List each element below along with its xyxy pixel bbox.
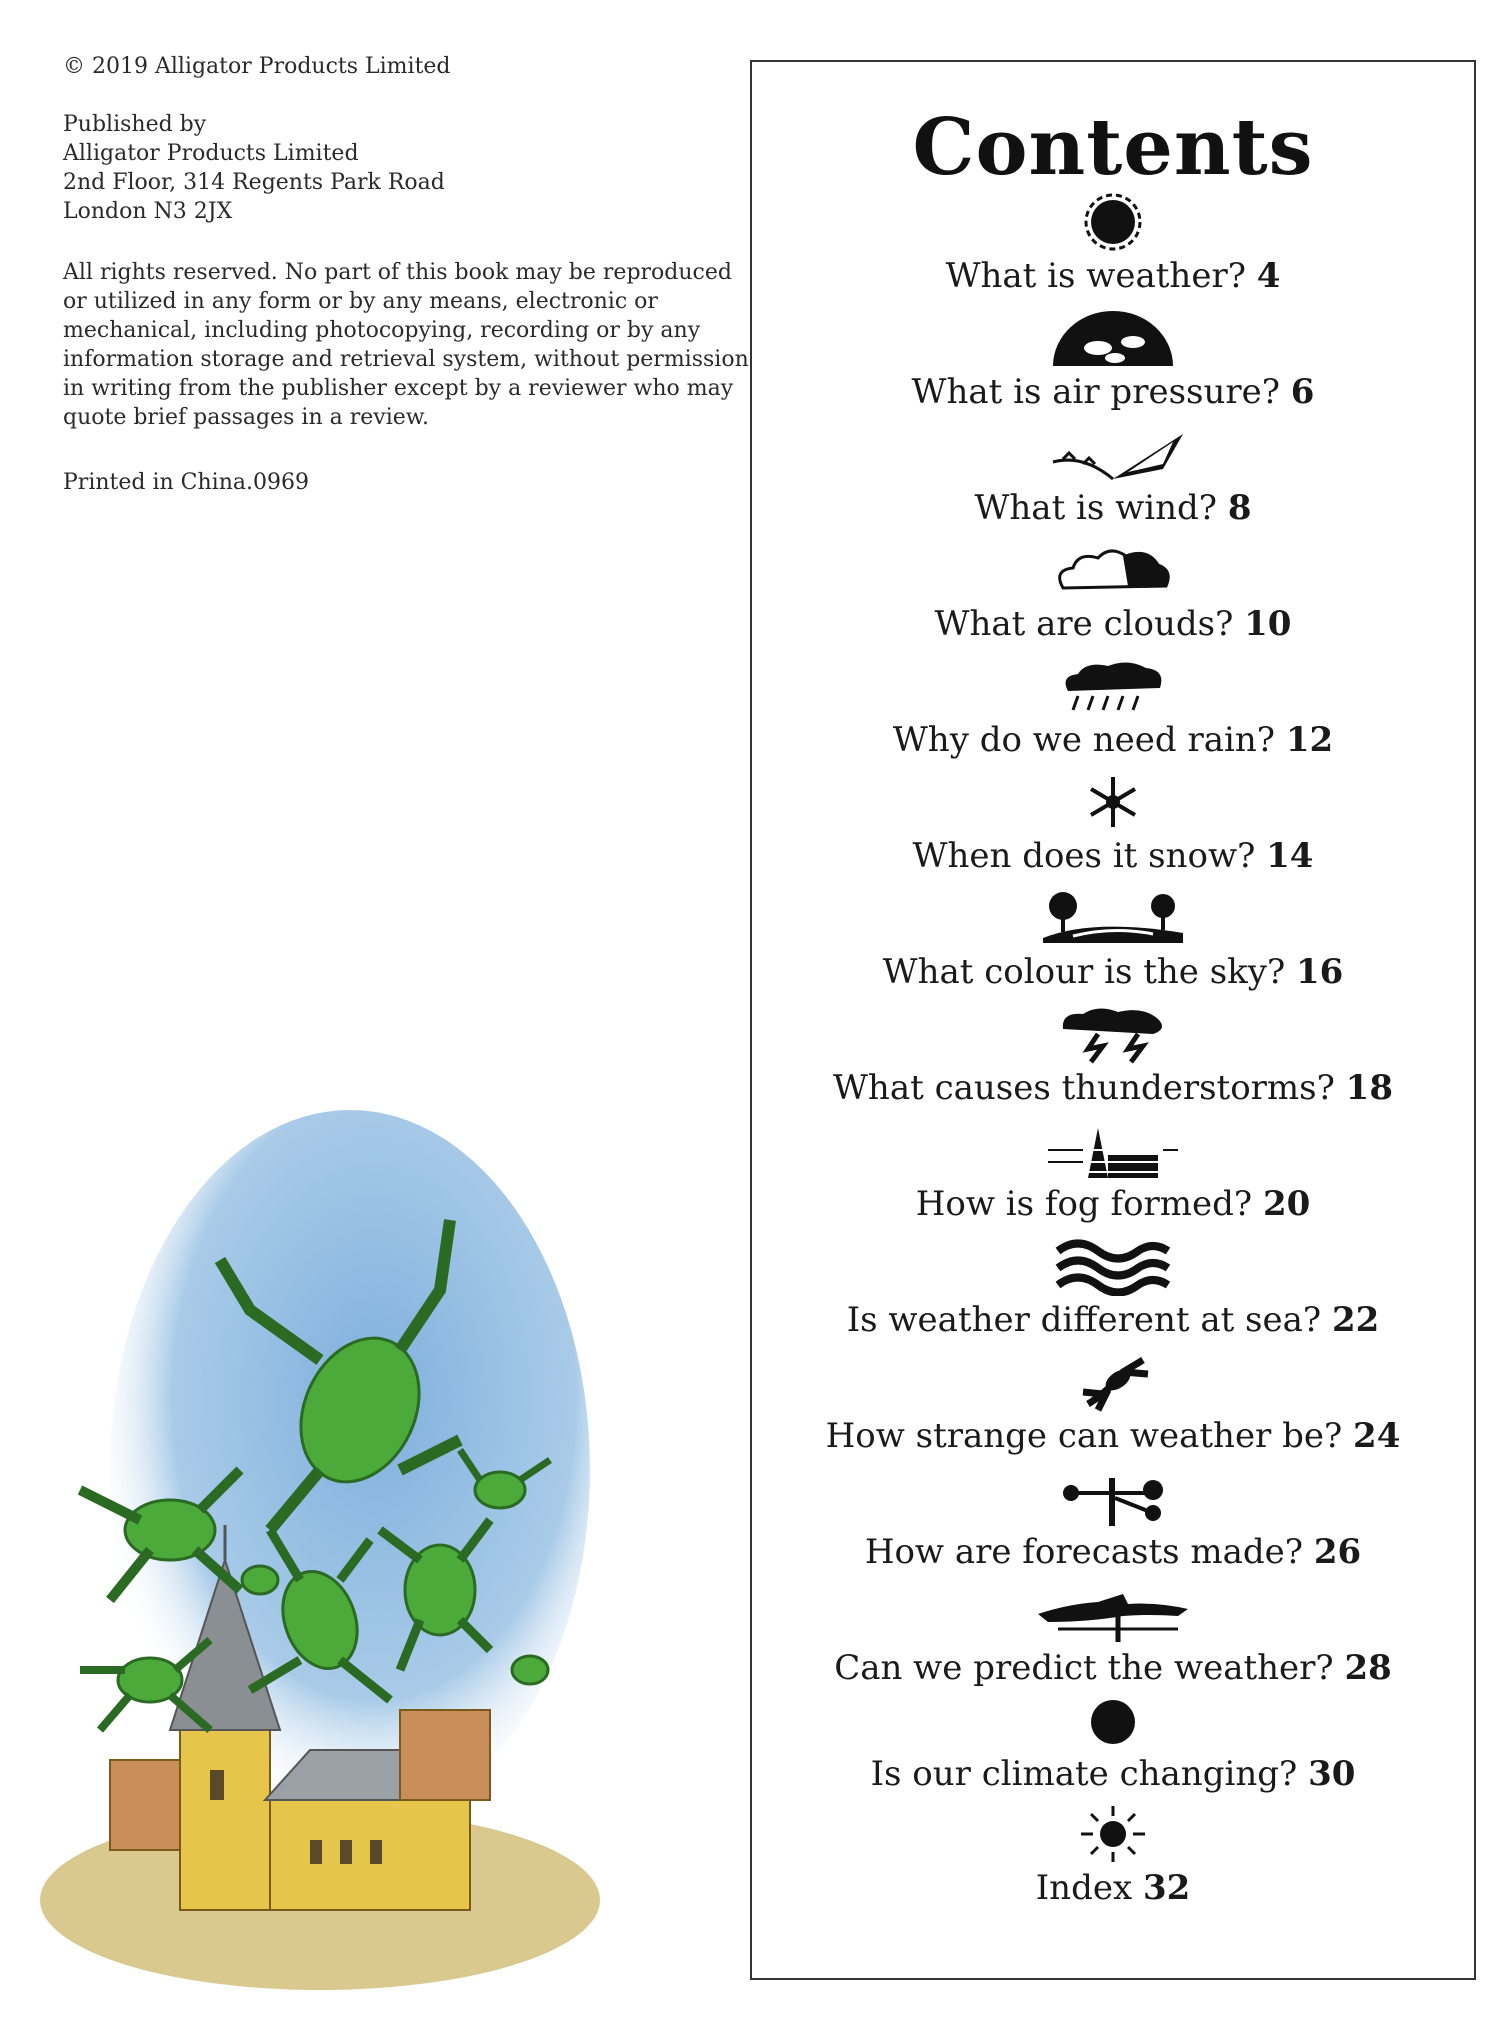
entry-page: 18 xyxy=(1345,1068,1393,1108)
entry-label: What are clouds? xyxy=(934,604,1234,644)
entry-label: Can we predict the weather? xyxy=(834,1648,1334,1688)
entry-page: 26 xyxy=(1313,1532,1362,1572)
contents-entry[interactable] xyxy=(752,308,1474,412)
rain-cloud-icon xyxy=(752,656,1474,716)
contents-entry[interactable] xyxy=(752,1468,1474,1572)
globe-icon xyxy=(752,308,1474,368)
contents-entry[interactable] xyxy=(752,1352,1474,1456)
publisher-line: London N3 2JX xyxy=(63,199,233,224)
frog-rain-illustration xyxy=(20,1110,610,1990)
entry-page: 20 xyxy=(1262,1184,1311,1224)
entry-page: 24 xyxy=(1353,1416,1401,1456)
foggy-town-icon xyxy=(752,1120,1474,1180)
entry-label: Why do we need rain? xyxy=(892,720,1276,760)
entry-label: What is air pressure? xyxy=(911,372,1280,412)
contents-panel xyxy=(750,60,1476,1980)
waves-icon xyxy=(752,1236,1474,1296)
weather-vane-fox-icon xyxy=(752,1584,1474,1644)
entry-label: When does it snow? xyxy=(912,836,1256,876)
entry-label: What is weather? xyxy=(945,256,1246,296)
entry-page: 22 xyxy=(1331,1300,1380,1340)
copyright-notice: © 2019 Alligator Products Limited xyxy=(63,54,451,79)
snowflake-icon xyxy=(752,772,1474,832)
publisher-address xyxy=(63,110,743,226)
landscape-icon xyxy=(752,888,1474,948)
contents-title: Contents xyxy=(912,102,1314,193)
lightning-cloud-icon xyxy=(752,1004,1474,1064)
entry-page: 28 xyxy=(1344,1648,1392,1688)
entry-page: 8 xyxy=(1227,488,1252,528)
contents-entry[interactable] xyxy=(752,1120,1474,1224)
entry-label: How is fog formed? xyxy=(915,1184,1253,1224)
contents-entry[interactable] xyxy=(752,1236,1474,1340)
sun-rays-icon xyxy=(752,1804,1474,1864)
rights-statement: All rights reserved. No part of this book may be reproduced or utilized in any form or by any means, electronic or mechanical, including photocopying, recording or by any information storage and retrieval system, without permission in writing from the publisher except by a reviewer who may quote brief passages in a review. xyxy=(63,260,749,430)
anemometer-icon xyxy=(752,1468,1474,1528)
entry-page: 30 xyxy=(1308,1754,1356,1794)
publisher-line: Alligator Products Limited xyxy=(63,141,359,166)
contents-entry[interactable] xyxy=(752,424,1474,528)
entry-label: Index xyxy=(1035,1868,1133,1908)
contents-entry[interactable] xyxy=(752,192,1474,296)
kite-icon xyxy=(752,424,1474,484)
cloud-icon xyxy=(752,540,1474,600)
frog-icon xyxy=(752,1352,1474,1412)
entry-label: How strange can weather be? xyxy=(825,1416,1343,1456)
entry-label: Is weather different at sea? xyxy=(846,1300,1322,1340)
contents-entry[interactable] xyxy=(752,772,1474,876)
contents-entry[interactable] xyxy=(752,1584,1474,1688)
contents-entry[interactable] xyxy=(752,1004,1474,1108)
entry-label: What colour is the sky? xyxy=(882,952,1286,992)
entry-page: 6 xyxy=(1290,372,1315,412)
publisher-line: Published by xyxy=(63,112,207,137)
entry-page: 12 xyxy=(1285,720,1334,760)
publisher-line: 2nd Floor, 314 Regents Park Road xyxy=(63,170,445,195)
entry-page: 32 xyxy=(1142,1868,1191,1908)
contents-entry[interactable] xyxy=(752,1690,1474,1794)
contents-entry[interactable] xyxy=(752,656,1474,760)
contents-entry[interactable] xyxy=(752,1804,1474,1908)
sun-dark-icon xyxy=(752,192,1474,252)
contents-entry[interactable] xyxy=(752,540,1474,644)
entry-label: What causes thunderstorms? xyxy=(832,1068,1335,1108)
entry-label: What is wind? xyxy=(974,488,1218,528)
printed-note: Printed in China.0969 xyxy=(63,470,309,495)
contents-entry[interactable] xyxy=(752,888,1474,992)
entry-page: 16 xyxy=(1296,952,1344,992)
entry-page: 10 xyxy=(1244,604,1292,644)
entry-page: 4 xyxy=(1256,256,1281,296)
entry-label: Is our climate changing? xyxy=(870,1754,1298,1794)
dark-circle-icon xyxy=(752,1690,1474,1750)
entry-label: How are forecasts made? xyxy=(864,1532,1304,1572)
entry-page: 14 xyxy=(1266,836,1314,876)
